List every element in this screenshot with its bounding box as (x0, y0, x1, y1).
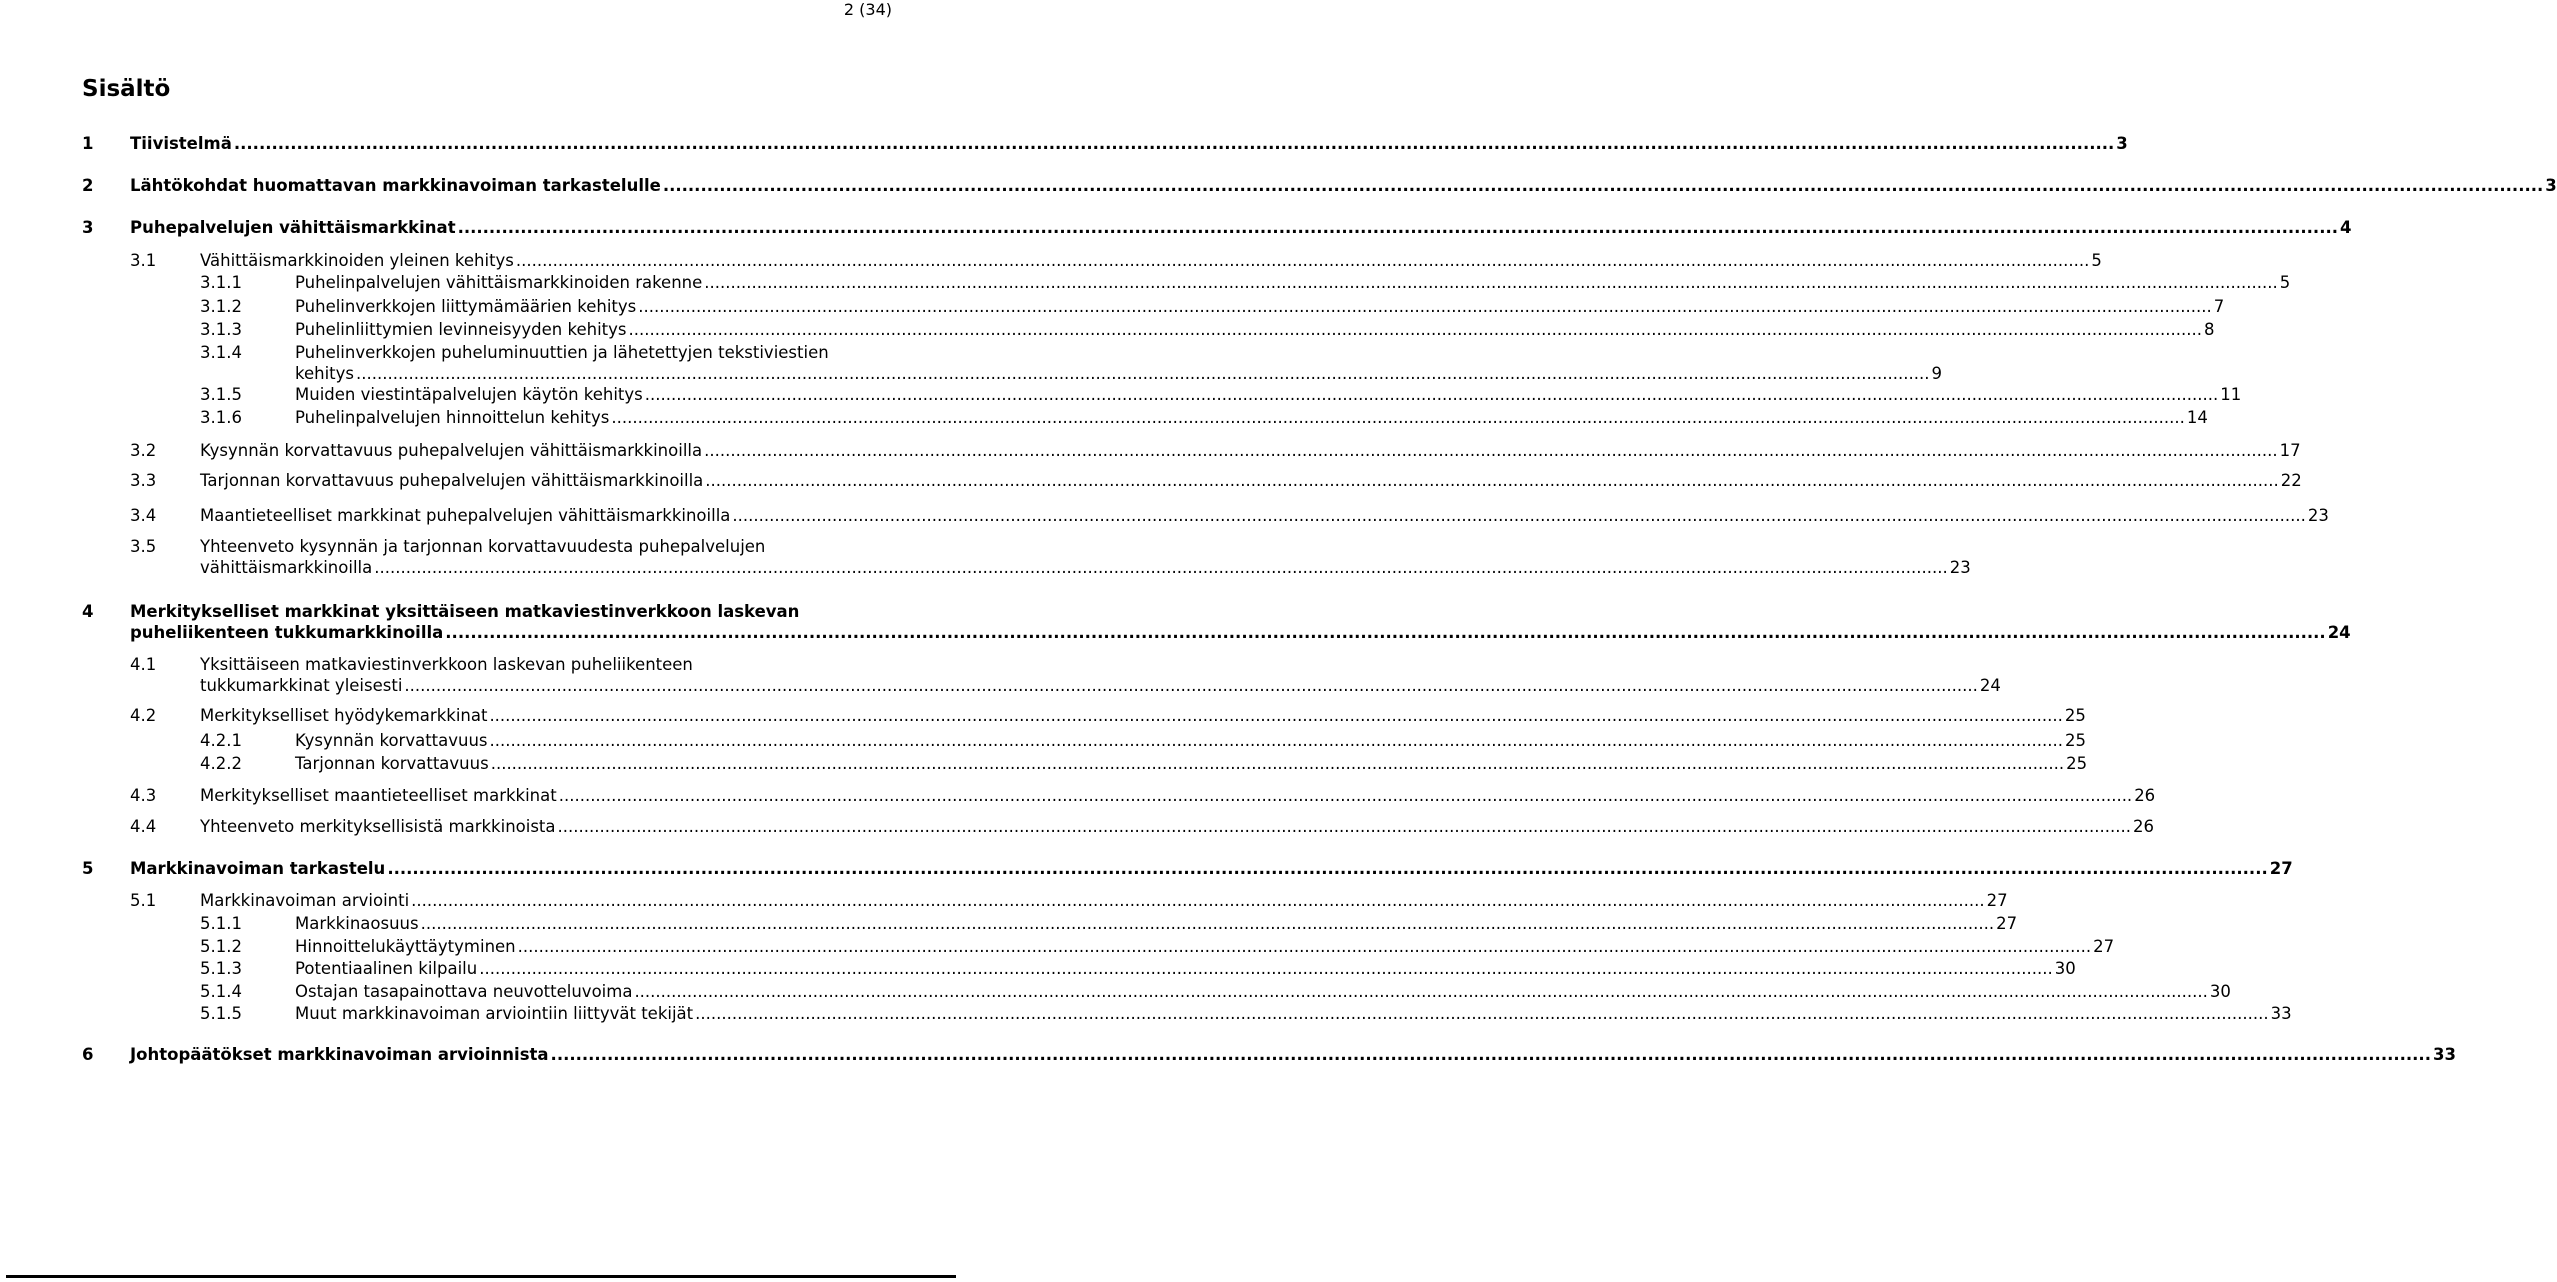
toc-entry-number: 3.4 (130, 506, 157, 525)
toc-entry-number: 5.1.4 (200, 982, 242, 1001)
toc-dot-leader: ............................................................................................................................................................................................................................................................................................................ (550, 1045, 2431, 1064)
bottom-rule (6, 1275, 956, 1278)
toc-entry-page: 33 (2270, 1004, 2292, 1023)
toc-dot-leader: ............................................................................................................................................................................................................................................................................................................ (356, 364, 1930, 383)
toc-dot-leader: ............................................................................................................................................................................................................................................................................................................ (634, 982, 2208, 1001)
toc-entry-number: 4.2 (130, 706, 157, 725)
toc-entry-page: 23 (2307, 506, 2329, 525)
toc-entry-title: Puhelinverkkojen liittymämäärien kehitys (295, 297, 637, 316)
toc-entry-number: 3.2 (130, 441, 157, 460)
toc-entry-page: 22 (2280, 471, 2302, 490)
toc-dot-leader: ............................................................................................................................................................................................................................................................................................................ (515, 251, 2090, 270)
toc-entry-number: 4.2.2 (200, 754, 242, 773)
toc-entry-number: 3.1.4 (200, 343, 242, 362)
toc-dot-leader: ............................................................................................................................................................................................................................................................................................................ (557, 817, 2131, 836)
toc-entry-title: Muiden viestintäpalvelujen käytön kehitys (295, 385, 643, 404)
toc-entry-page: 5 (2279, 273, 2291, 292)
toc-entry-title: puheliikenteen tukkumarkkinoilla (130, 623, 444, 642)
toc-dot-leader: ............................................................................................................................................................................................................................................................................................................ (732, 506, 2306, 525)
toc-entry-number: 3.1 (130, 251, 157, 270)
toc-entry-page: 27 (2093, 937, 2115, 956)
toc-dot-leader: ............................................................................................................................................................................................................................................................................................................ (457, 218, 2338, 237)
toc-entry-number: 5.1 (130, 891, 157, 910)
toc-entry-number: 5 (82, 859, 94, 878)
page-title: Sisältö (82, 76, 171, 102)
toc-entry-page: 26 (2134, 786, 2156, 805)
toc-entry-title: Kysynnän korvattavuus (295, 731, 488, 750)
toc-entry-number: 3.1.2 (200, 297, 242, 316)
toc-entry-title: Merkitykselliset hyödykemarkkinat (200, 706, 488, 725)
toc-entry-number: 5.1.5 (200, 1004, 242, 1023)
toc-entry-title: Lähtökohdat huomattavan markkinavoiman tarkastelulle (130, 176, 661, 195)
toc-entry-number: 3.1.5 (200, 385, 242, 404)
toc-entry-page: 24 (1979, 676, 2001, 695)
toc-entry-title: Markkinavoiman arviointi (200, 891, 410, 910)
toc-entry-page: 4 (2340, 218, 2352, 237)
toc-entry-page: 11 (2220, 385, 2242, 404)
toc-entry-title: tukkumarkkinat yleisesti (200, 676, 403, 695)
toc-entry-page: 26 (2132, 817, 2154, 836)
toc-entry-number: 2 (82, 176, 94, 195)
toc-entry-page: 33 (2432, 1045, 2456, 1064)
toc-dot-leader: ............................................................................................................................................................................................................................................................................................................ (489, 731, 2063, 750)
toc-dot-leader: ............................................................................................................................................................................................................................................................................................................ (611, 408, 2185, 427)
toc-entry-number: 5.1.1 (200, 914, 242, 933)
toc-entry-page: 5 (2091, 251, 2102, 270)
toc-entry-number: 1 (82, 134, 94, 153)
toc-entry-page: 14 (2186, 408, 2208, 427)
toc-entry-number: 3 (82, 218, 94, 237)
toc-entry-title: kehitys (295, 364, 354, 383)
toc-entry-page: 7 (2213, 297, 2225, 316)
toc-entry-number: 6 (82, 1045, 94, 1064)
toc-entry-page: 27 (2269, 859, 2293, 878)
toc-entry-title: Maantieteelliset markkinat puhepalvelujen vähittäismarkkinoilla (200, 506, 731, 525)
toc-entry-page: 30 (2054, 959, 2076, 978)
toc-entry-page: 27 (1986, 891, 2008, 910)
toc-entry-title-line: Merkitykselliset markkinat yksittäiseen matkaviestinverkkoon laskevan (130, 602, 800, 621)
toc-entry-page: 9 (1931, 364, 1942, 383)
toc-entry-title: Tiivistelmä (130, 134, 232, 153)
toc-entry-page: 3 (2545, 176, 2557, 195)
toc-entry-number: 5.1.3 (200, 959, 242, 978)
toc-dot-leader: ............................................................................................................................................................................................................................................................................................................ (695, 1004, 2269, 1023)
toc-dot-leader: ............................................................................................................................................................................................................................................................................................................ (517, 937, 2092, 956)
toc-entry-number: 4.1 (130, 655, 157, 674)
toc-entry-page: 30 (2209, 982, 2231, 1001)
toc-dot-leader: ............................................................................................................................................................................................................................................................................................................ (662, 176, 2544, 195)
toc-entry-number: 3.1.1 (200, 273, 242, 292)
toc-entry-title: Kysynnän korvattavuus puhepalvelujen vähittäismarkkinoilla (200, 441, 703, 460)
toc-dot-leader: ............................................................................................................................................................................................................................................................................................................ (411, 891, 1985, 910)
toc-dot-leader: ............................................................................................................................................................................................................................................................................................................ (445, 623, 2326, 642)
toc-entry-number: 5.1.2 (200, 937, 242, 956)
toc-entry-number: 4.4 (130, 817, 157, 836)
toc-entry-title: vähittäismarkkinoilla (200, 558, 373, 577)
toc-dot-leader: ............................................................................................................................................................................................................................................................................................................ (628, 320, 2202, 339)
toc-entry-title-line: Yksittäiseen matkaviestinverkkoon laskevan puheliikenteen (200, 655, 693, 674)
toc-entry-title-line: Puhelinverkkojen puheluminuuttien ja lähetettyjen tekstiviestien (295, 343, 829, 362)
toc-entry-number: 3.5 (130, 537, 157, 556)
toc-entry-number: 4 (82, 602, 94, 621)
toc-entry-title: Tarjonnan korvattavuus (295, 754, 489, 773)
toc-entry-number: 3.1.6 (200, 408, 242, 427)
toc-entry-page: 8 (2203, 320, 2215, 339)
toc-entry-title: Markkinavoiman tarkastelu (130, 859, 386, 878)
toc-entry-page: 25 (2064, 706, 2086, 725)
toc-dot-leader: ............................................................................................................................................................................................................................................................................................................ (704, 273, 2278, 292)
toc-entry-page: 27 (1996, 914, 2018, 933)
toc-entry-number: 3.3 (130, 471, 157, 490)
toc-entry-title: Puhelinpalvelujen vähittäismarkkinoiden rakenne (295, 273, 703, 292)
toc-entry-page: 3 (2116, 134, 2128, 153)
toc-entry-number: 4.2.1 (200, 731, 242, 750)
toc-entry-page: 25 (2065, 731, 2086, 750)
toc-entry-title: Potentiaalinen kilpailu (295, 959, 478, 978)
toc-entry-title: Hinnoittelukäyttäytyminen (295, 937, 516, 956)
toc-entry-number: 4.3 (130, 786, 157, 805)
toc-entry-title-line: Yhteenveto kysynnän ja tarjonnan korvattavuudesta puhepalvelujen (200, 537, 766, 556)
toc-dot-leader: ............................................................................................................................................................................................................................................................................................................ (420, 914, 1995, 933)
page-number: 2 (34) (843, 0, 892, 19)
toc-dot-leader: ............................................................................................................................................................................................................................................................................................................ (705, 471, 2279, 490)
toc-entry-title: Puhelinpalvelujen hinnoittelun kehitys (295, 408, 610, 427)
toc-entry-title: Johtopäätökset markkinavoiman arvioinnista (130, 1045, 549, 1064)
toc-dot-leader: ............................................................................................................................................................................................................................................................................................................ (479, 959, 2053, 978)
toc-dot-leader: ............................................................................................................................................................................................................................................................................................................ (489, 706, 2063, 725)
toc-dot-leader: ............................................................................................................................................................................................................................................................................................................ (404, 676, 1978, 695)
toc-entry-page: 17 (2279, 441, 2301, 460)
toc-entry-title: Puhepalvelujen vähittäismarkkinat (130, 218, 456, 237)
toc-entry-title: Muut markkinavoiman arviointiin liittyvät tekijät (295, 1004, 694, 1023)
toc-dot-leader: ............................................................................................................................................................................................................................................................................................................ (558, 786, 2133, 805)
toc-entry-title: Merkitykselliset maantieteelliset markkinat (200, 786, 557, 805)
toc-entry-page: 24 (2327, 623, 2351, 642)
toc-dot-leader: ............................................................................................................................................................................................................................................................................................................ (233, 134, 2115, 153)
toc-entry-title: Ostajan tasapainottava neuvotteluvoima (295, 982, 633, 1001)
toc-entry-title: Yhteenveto merkityksellisistä markkinoista (200, 817, 556, 836)
toc-entry-page: 23 (1949, 558, 1971, 577)
toc-dot-leader: ............................................................................................................................................................................................................................................................................................................ (490, 754, 2065, 773)
toc-dot-leader: ............................................................................................................................................................................................................................................................................................................ (638, 297, 2212, 316)
toc-entry-title: Vähittäismarkkinoiden yleinen kehitys (200, 251, 514, 270)
toc-entry-page: 25 (2066, 754, 2088, 773)
toc-entry-title: Puhelinliittymien levinneisyyden kehitys (295, 320, 627, 339)
toc-dot-leader: ............................................................................................................................................................................................................................................................................................................ (387, 859, 2268, 878)
toc-dot-leader: ............................................................................................................................................................................................................................................................................................................ (704, 441, 2278, 460)
toc-dot-leader: ............................................................................................................................................................................................................................................................................................................ (374, 558, 1948, 577)
toc-entry-title: Markkinaosuus (295, 914, 419, 933)
toc-entry-number: 3.1.3 (200, 320, 242, 339)
toc-entry-title: Tarjonnan korvattavuus puhepalvelujen vähittäismarkkinoilla (200, 471, 704, 490)
toc-dot-leader: ............................................................................................................................................................................................................................................................................................................ (644, 385, 2219, 404)
